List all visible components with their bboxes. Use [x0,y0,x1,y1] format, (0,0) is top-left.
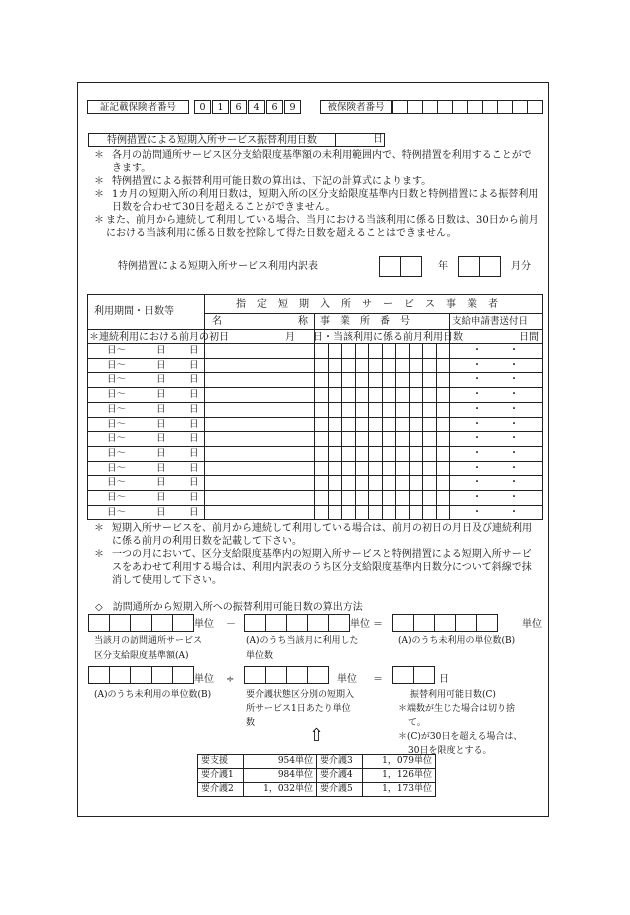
calc-digit-box[interactable] [244,614,266,632]
note-f1: ＊端数が生じた場合は切り捨 [398,704,516,714]
calc-digit-box[interactable] [392,666,414,684]
col-name-header-left: 名 [212,316,222,327]
number-col-divider [382,343,383,520]
calc-digit-box[interactable] [88,614,110,632]
label-b1: (A)のうち当該月に利用した [246,636,359,646]
note-text: 一つの月において、区分支給限度基準内の短期入所サービスと特例措置による短期入所サービスをあわせて利用する場合は、利用内訳表のうち区分支給限度基準内日数分について斜線で抹消して使用して下さい。 [112,549,532,586]
row-date-dot: ・ [472,492,482,503]
insurer-digit-cell: 9 [284,100,301,114]
breakdown-label: 特例措置による短期入所サービス利用内訳表 [118,261,318,272]
insured-digit-cell[interactable] [497,100,513,114]
row-date-dot: ・ [509,389,519,401]
number-col-divider [341,343,342,520]
units-value-cell: 1，032単位 [244,783,317,797]
calc-digit-box[interactable] [244,666,266,684]
calc-digit-box[interactable] [328,614,350,632]
calc-minus: － [226,619,236,630]
row-to: 日 [156,359,166,371]
row-from: 日～ [107,418,127,430]
row-date-dot: ・ [472,389,482,401]
row-days: 日 [189,345,199,356]
label-a2: 区分支給限度基準額(A) [94,651,189,661]
insurer-digit-cell: 4 [248,100,265,114]
calc-digit-box[interactable] [413,614,435,632]
row-days: 日 [189,477,199,489]
row-days: 日 [189,492,199,503]
calc-divide: ÷ [226,674,235,685]
row-date-dot: ・ [472,477,482,489]
row-date-dot: ・ [472,418,482,430]
calc-equals-2: ＝ [373,674,383,685]
calc-digit-box[interactable] [476,614,498,632]
continuous-month: 月 [285,332,295,343]
insured-digit-cell[interactable] [512,100,528,114]
calc-digit-box[interactable] [307,614,329,632]
row-from: 日～ [107,506,127,518]
calc-digit-box[interactable] [172,614,194,632]
insured-digit-cell[interactable] [527,100,543,114]
col-provider-header: 指 定 短 期 入 所 サ ー ビ ス 事 業 者 [236,299,499,310]
continuous-days: 日間 [519,332,539,343]
row-from: 日～ [107,345,127,356]
row-to: 日 [156,433,166,445]
row-from: 日～ [107,447,127,459]
col-date-header: 支給申請書送付日 [452,316,529,327]
note-mark: ＊ [94,215,104,226]
units-value-cell: 1，126単位 [363,769,436,783]
care-level-cell: 要介護1 [198,769,244,783]
breakdown-year-unit: 年 [438,261,448,272]
insured-digit-cell[interactable] [467,100,483,114]
insurer-digit-cell: 0 [194,100,211,114]
units-row [198,783,436,797]
continuous-mid: 日・当該利用に係る前月利用日数 [313,332,463,343]
row-date-dot: ・ [472,359,482,371]
row-date-dot: ・ [509,492,519,503]
calc-digit-box[interactable] [413,666,435,684]
label-e1: 要介護状態区分別の短期入 [246,690,355,700]
insured-digit-cell[interactable] [452,100,468,114]
row-from: 日～ [107,374,127,386]
row-to: 日 [156,477,166,489]
row-date-dot: ・ [509,345,519,356]
row-from: 日～ [107,462,127,474]
row-days: 日 [189,462,199,474]
row-days: 日 [189,447,199,459]
calc-digit-box[interactable] [286,614,308,632]
insured-digit-cell[interactable] [482,100,498,114]
row-date-dot: ・ [509,403,519,415]
note-f4: 30日を限度とする。 [408,746,492,756]
insured-number-label: 被保険者番号 [320,100,392,114]
note-text: 1カ月の短期入所の利用日数は，短期入所の区分支給限度基準内日数と特例措置による振替利用日数を合わせて30日を超えることができません。 [112,189,539,213]
row-from: 日～ [107,492,127,503]
insurer-number-label: 証記載保険者番号 [87,100,189,114]
row-date-dot: ・ [472,462,482,474]
row-date-dot: ・ [509,359,519,371]
breakdown-year-box-1[interactable] [379,256,401,277]
care-level-cell: 要介護2 [198,783,244,797]
breakdown-month-box-1[interactable] [458,256,480,277]
note-f2: て。 [408,718,426,728]
insured-digit-cell[interactable] [392,100,408,114]
continuous-prefix: ＊連続利用における前月の初日 [89,332,229,343]
row-to: 日 [156,403,166,415]
label-d: (A)のうち未利用の単位数(B) [94,690,212,700]
note-mark: ＊ [94,150,104,161]
row-to: 日 [156,418,166,430]
calc-unit-1: 単位 [194,619,214,630]
units-value-cell: 984単位 [244,769,317,783]
note-mark: ＊ [94,189,104,200]
insured-digit-cell[interactable] [407,100,423,114]
insured-digit-cell[interactable] [422,100,438,114]
calc-day: 日 [439,674,449,685]
row-to: 日 [156,506,166,518]
care-level-cell: 要介護3 [317,755,363,769]
row-date-dot: ・ [472,345,482,356]
number-col-divider [328,343,329,520]
special-days-label: 特例措置による短期入所サービス振替利用日数 [88,133,336,147]
row-date-dot: ・ [509,447,519,459]
calc-unit-3: 単位 [522,619,542,630]
units-row [198,755,436,769]
row-days: 日 [189,418,199,430]
row-date-dot: ・ [509,374,519,386]
number-col-divider [449,343,450,520]
note-text: 特例措置による振替利用可能日数の算出は、下記の計算式によります。 [112,176,432,187]
note-text: 短期入所サービスを、前月から連続して利用している場合は、前月の初日の月日及び連続利用に係る前月の利用日数を記載して下さい。 [112,523,532,547]
calc-digit-box[interactable] [392,614,414,632]
label-e2: 所サービス1日あたり単位 [246,704,351,714]
row-date-dot: ・ [472,506,482,518]
row-date-dot: ・ [472,374,482,386]
breakdown-month-box-2[interactable] [479,256,501,277]
row-from: 日～ [107,477,127,489]
row-to: 日 [156,462,166,474]
calc-unit-4: 単位 [194,674,214,685]
number-col-divider [314,343,315,520]
breakdown-year-box-2[interactable] [400,256,422,277]
row-date-dot: ・ [509,418,519,430]
row-date-dot: ・ [509,506,519,518]
label-c: (A)のうち未利用の単位数(B) [398,636,516,646]
calc-digit-box[interactable] [265,666,287,684]
note-text: また、前月から連続して利用している場合、当月における当該利用に係る日数は、30日から前月における当該利用に係る日数を控除して得た日数を超えることはできません。 [106,215,539,239]
number-col-divider [355,343,356,520]
up-arrow-icon: ⇧ [309,725,325,746]
calc-digit-box[interactable] [172,666,194,684]
col-divider [204,343,205,520]
care-level-cell: 要介護5 [317,783,363,797]
col-name-header-right: 称 [298,316,308,327]
row-to: 日 [156,447,166,459]
calc-digit-box[interactable] [88,666,110,684]
row-date-dot: ・ [472,403,482,415]
calc-equals-1: ＝ [373,619,383,630]
insurer-digit-cell: 1 [212,100,229,114]
note-f3: ＊(C)が30日を超える場合は、 [398,732,523,742]
row-to: 日 [156,374,166,386]
calc-digit-box[interactable] [265,614,287,632]
row-to: 日 [156,345,166,356]
number-col-divider [395,343,396,520]
insurer-digit-cell: 6 [230,100,247,114]
number-col-divider [422,343,423,520]
care-level-cell: 要支援 [198,755,244,769]
insurer-digit-cell: 6 [266,100,283,114]
calc-digit-box[interactable] [455,614,477,632]
row-days: 日 [189,389,199,401]
number-col-divider [436,343,437,520]
label-a1: 当該月の訪問通所サービス [94,636,203,646]
breakdown-month-unit: 月分 [511,261,531,272]
row-to: 日 [156,492,166,503]
calc-digit-box[interactable] [307,666,329,684]
row-days: 日 [189,506,199,518]
note-mark: ＊ [94,523,104,534]
label-b2: 単位数 [246,651,274,661]
row-from: 日～ [107,389,127,401]
label-f: 振替利用可能日数(C) [410,690,496,700]
col-number-header: 事 業 所 番 号 [320,316,410,327]
row-date-dot: ・ [509,477,519,489]
label-e3: 数 [246,718,256,728]
calc-digit-box[interactable] [109,614,131,632]
row-days: 日 [189,374,199,386]
calc-digit-box[interactable] [151,666,173,684]
row-date-dot: ・ [509,462,519,474]
calc-digit-box[interactable] [130,666,152,684]
calc-digit-box[interactable] [109,666,131,684]
note-text: 各月の訪問通所サービス区分支給限度基準額の未利用範囲内で、特例措置を利用することができます。 [112,150,532,174]
row-days: 日 [189,359,199,371]
row-from: 日～ [107,403,127,415]
calc-unit-5: 単位 [337,674,357,685]
row-date-dot: ・ [472,447,482,459]
calc-digit-box[interactable] [434,614,456,632]
insured-digit-cell[interactable] [437,100,453,114]
units-row [198,769,436,783]
row-days: 日 [189,433,199,445]
note-mark: ＊ [94,176,104,187]
units-value-cell: 1，173単位 [363,783,436,797]
special-days-unit: 日 [373,134,383,145]
calc-unit-2: 単位 [350,619,370,630]
number-col-divider [409,343,410,520]
note-mark: ＊ [94,549,104,560]
col-period-header: 利用期間・日数等 [94,306,174,317]
calc-digit-box[interactable] [130,614,152,632]
units-value-cell: 1，079単位 [363,755,436,769]
units-table [197,754,436,797]
row-date-dot: ・ [472,433,482,445]
row-to: 日 [156,389,166,401]
calc-digit-box[interactable] [151,614,173,632]
number-col-divider [368,343,369,520]
row-from: 日～ [107,433,127,445]
care-level-cell: 要介護4 [317,769,363,783]
row-days: 日 [189,403,199,415]
calc-heading: ◇ 訪問通所から短期入所への振替利用可能日数の算出方法 [95,602,363,613]
row-date-dot: ・ [509,433,519,445]
units-value-cell: 954単位 [244,755,317,769]
calc-digit-box[interactable] [286,666,308,684]
row-from: 日～ [107,359,127,371]
